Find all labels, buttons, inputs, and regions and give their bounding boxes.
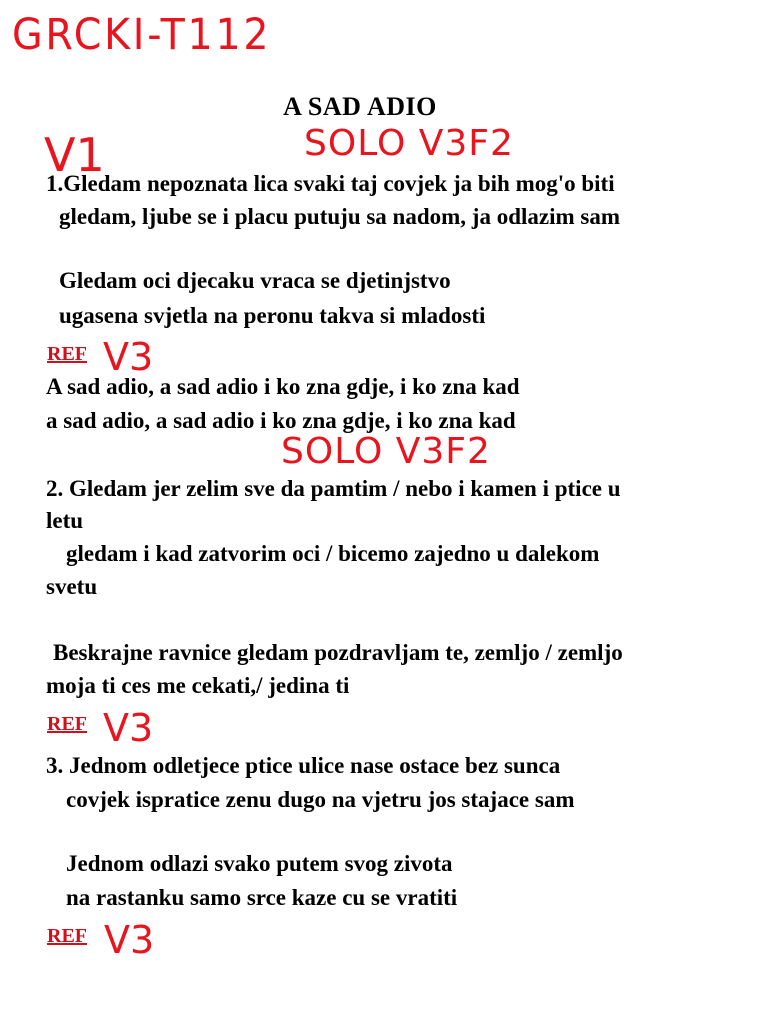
verse2-line-1: 2. Gledam jer zelim sve da pamtim / nebo i kamen i ptice u	[46, 476, 621, 501]
verse2-line-6: moja ti ces me cekati,/ jedina ti	[46, 673, 350, 698]
ref-label-2: REF	[47, 713, 87, 735]
v3-annotation-3: V3	[104, 918, 155, 962]
song-title: A SAD ADIO	[283, 92, 437, 121]
solo-annotation-2: SOLO V3F2	[281, 431, 491, 472]
verse1-line-4: ugasena svjetla na peronu takva si mladosti	[59, 303, 486, 328]
solo-annotation-1: SOLO V3F2	[304, 123, 514, 164]
v3-annotation-2: V3	[103, 706, 154, 750]
chorus-line-1: A sad adio, a sad adio i ko zna gdje, i ko zna kad	[46, 374, 520, 399]
ref-label-1: REF	[47, 343, 87, 365]
verse3-line-1: 3. Jednom odletjece ptice ulice nase ostace bez sunca	[46, 753, 561, 778]
verse2-line-4: svetu	[46, 574, 98, 599]
verse3-line-3: Jednom odlazi svako putem svog zivota	[66, 851, 453, 876]
v1-annotation: V1	[44, 128, 105, 182]
verse2-line-3: gledam i kad zatvorim oci / bicemo zajedno u dalekom	[66, 541, 600, 566]
verse1-line-2: gledam, ljube se i placu putuju sa nadom, ja odlazim sam	[59, 204, 621, 229]
verse3-line-4: na rastanku samo srce kaze cu se vratiti	[66, 885, 458, 910]
v3-annotation-1: V3	[103, 335, 154, 379]
chorus-line-2: a sad adio, a sad adio i ko zna gdje, i ko zna kad	[46, 408, 516, 433]
verse3-line-2: covjek ispratice zenu dugo na vjetru jos stajace sam	[66, 787, 575, 812]
verse1-line-1: 1.Gledam nepoznata lica svaki taj covjek ja bih mog'o biti	[46, 171, 615, 196]
verse1-line-3: Gledam oci djecaku vraca se djetinjstvo	[59, 268, 451, 293]
song-code-annotation: GRCKI-T112	[12, 10, 272, 60]
verse2-line-2: letu	[46, 508, 84, 533]
verse2-line-5: Beskrajne ravnice gledam pozdravljam te, zemljo / zemljo	[53, 640, 623, 665]
ref-label-3: REF	[47, 925, 87, 947]
